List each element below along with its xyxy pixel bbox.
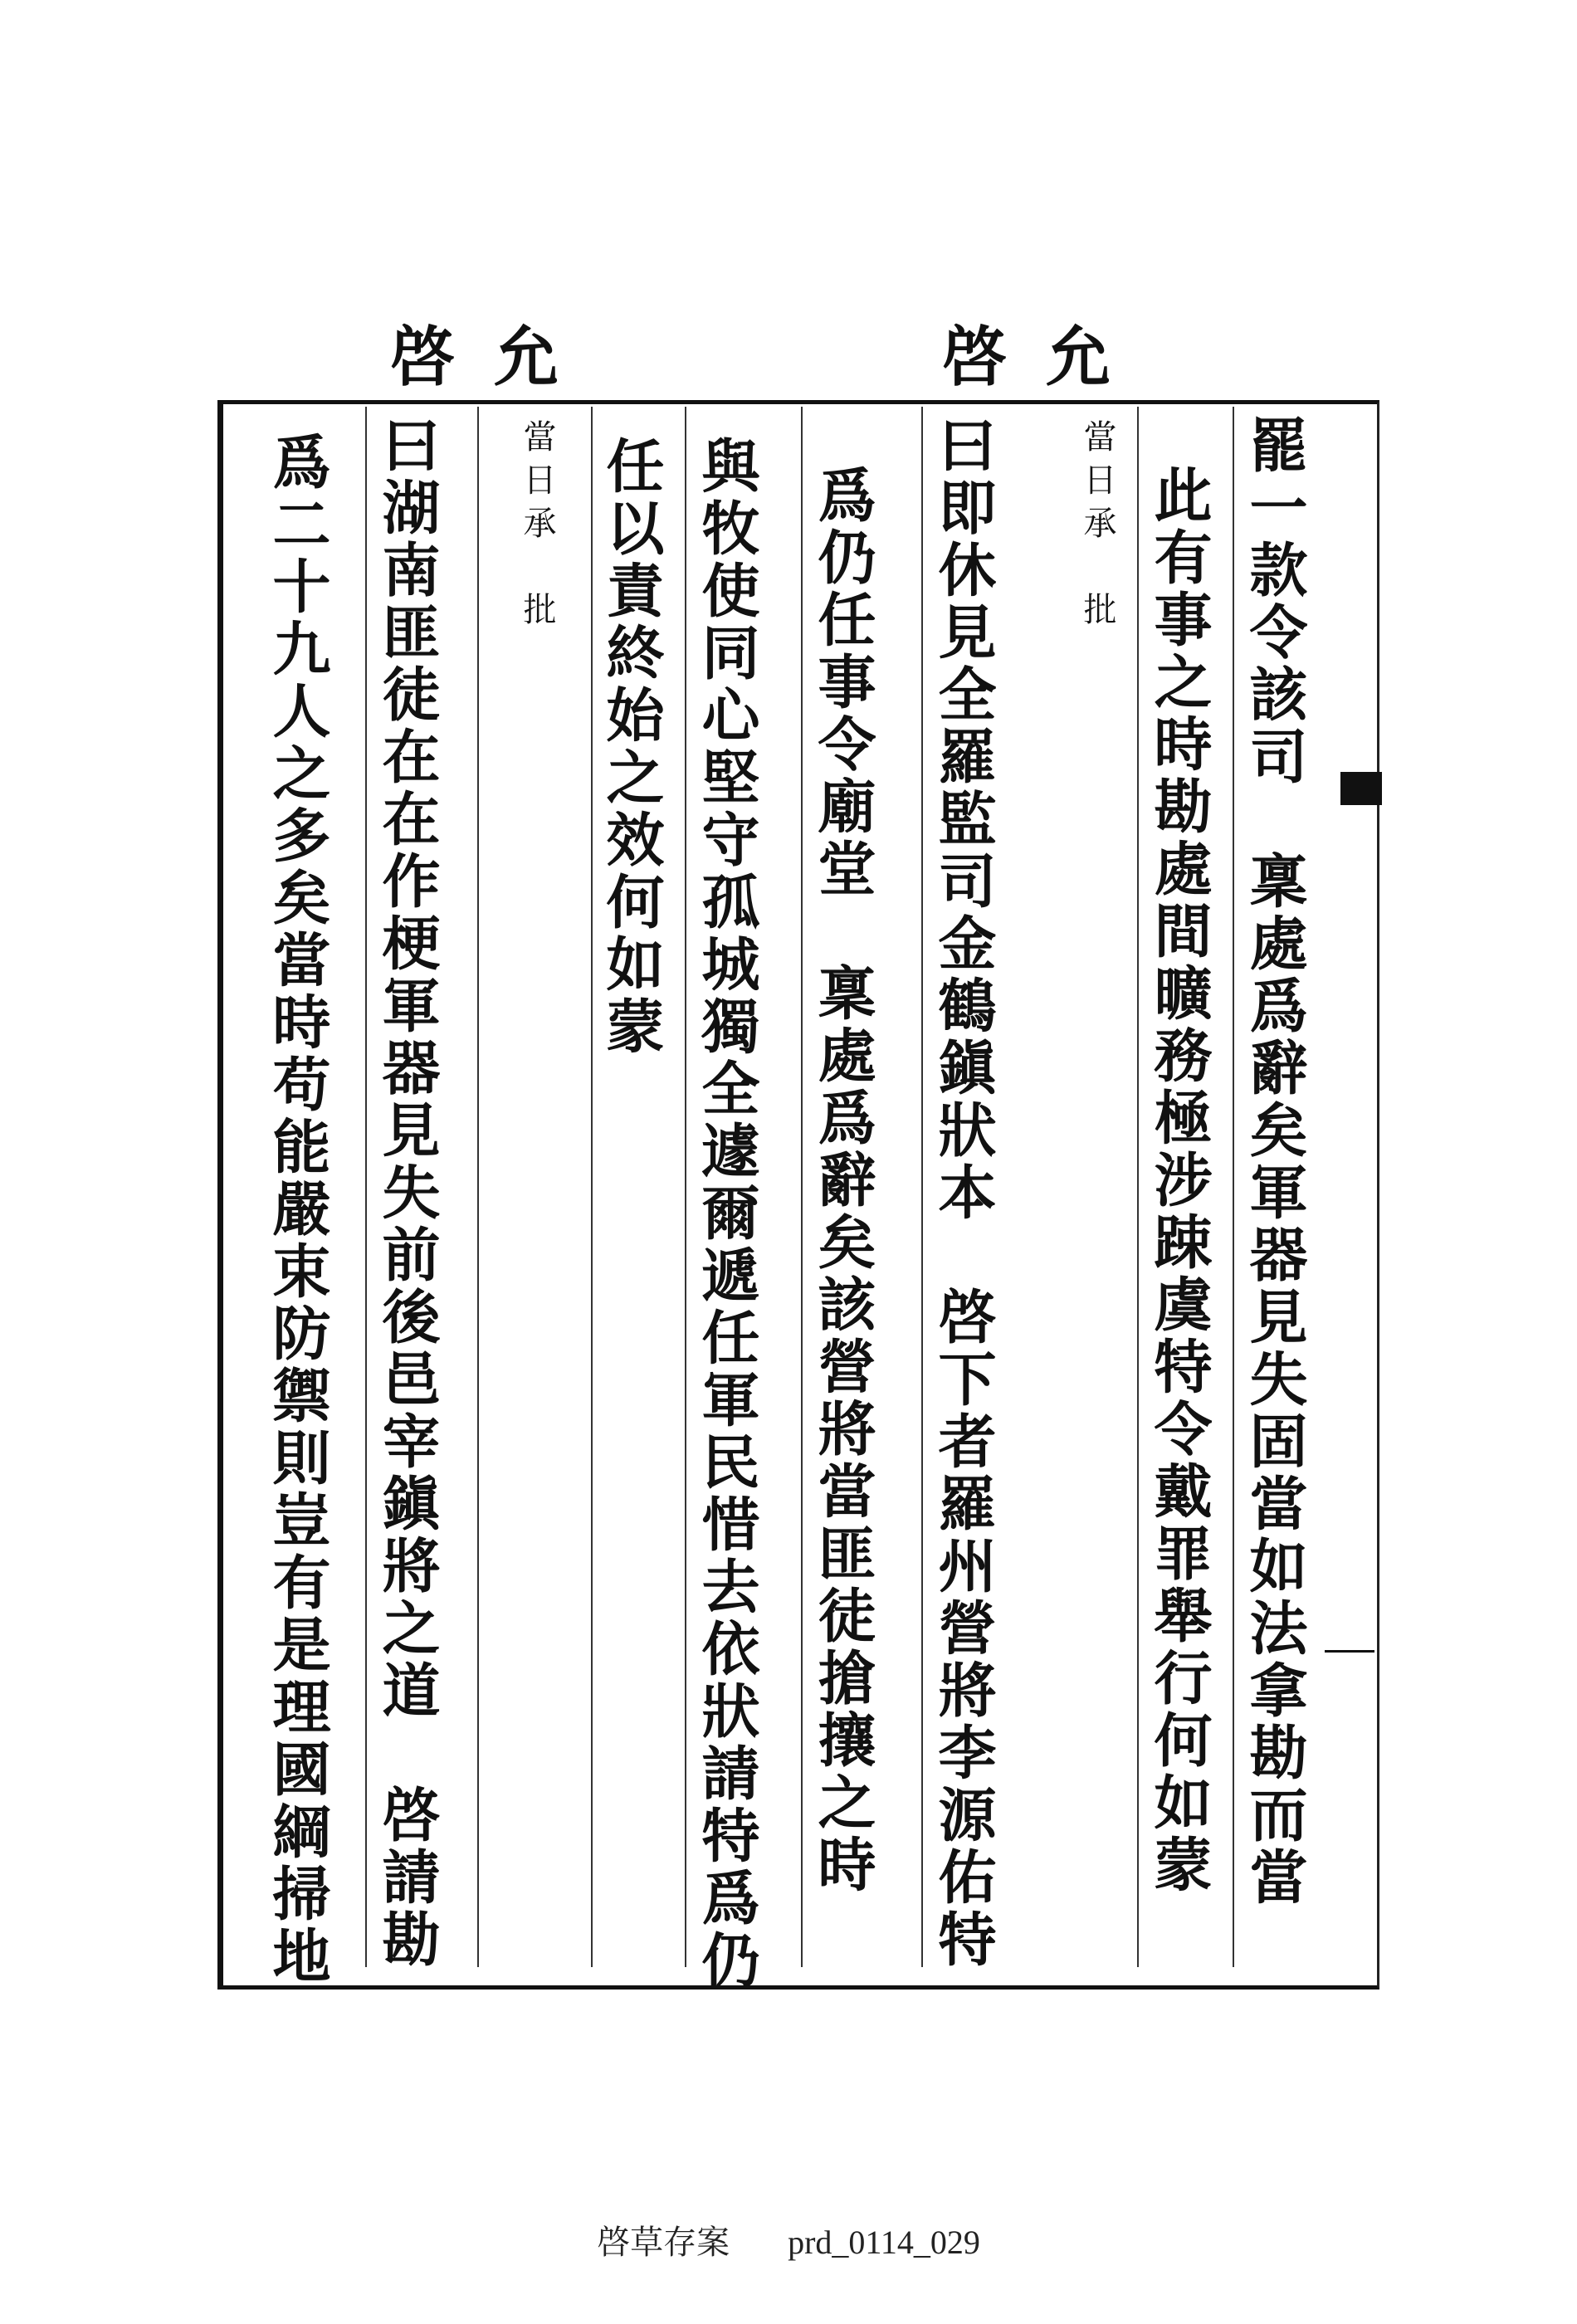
collection-title: 啓草存案 [597,2224,730,2261]
text-column-3: 當日承 批 [1078,419,1116,635]
text-column-8: 當日承 批 [518,419,556,635]
text-column-1: 罷一款令該司 稟處爲辭矣軍器見失固當如法拿勘而當 [1240,415,1309,1909]
text-column-7: 任以責終始之效何如蒙 [597,436,666,1058]
text-column-2: 此有事之時勘處間曠務極涉踈虞特令戴罪舉行何如蒙 [1145,465,1213,1897]
column-divider [1137,407,1139,1967]
text-column-6: 與牧使同心堅守孤城獨全遽爾遞任軍民惜去依狀請特爲仍 [692,436,761,1992]
image-id: prd_0114_029 [788,2224,980,2261]
column-divider [801,407,803,1967]
header-mark-right-2: 允 [1046,320,1111,395]
page-caption [0,2216,1577,2263]
header-mark-left-1: 啓 [390,320,456,395]
text-column-10: 爲二十九人之多矣當時苟能嚴束防禦則豈有是理國綱掃地 [263,432,332,1988]
column-divider [365,407,367,1967]
text-column-5: 爲仍任事令廟堂 稟處爲辭矣該營將當匪徒搶攘之時 [808,465,877,1897]
text-column-9: 曰湖南匪徒在在作梗軍器見失前後邑宰鎭將之道 啓請勘 [373,415,442,1971]
column-divider [921,407,923,1967]
text-column-4: 曰即休見全羅監司金鶴鎭狀本 啓下者羅州營將李源佑特 [929,415,998,1971]
header-mark-left-2: 允 [494,320,559,395]
header-mark-right-1: 啓 [942,320,1008,395]
column-divider [1233,407,1234,1967]
column-divider [477,407,479,1967]
fold-mark [1325,1650,1374,1653]
column-divider [685,407,686,1967]
margin-tab-mark [1340,772,1382,805]
column-divider [591,407,593,1967]
